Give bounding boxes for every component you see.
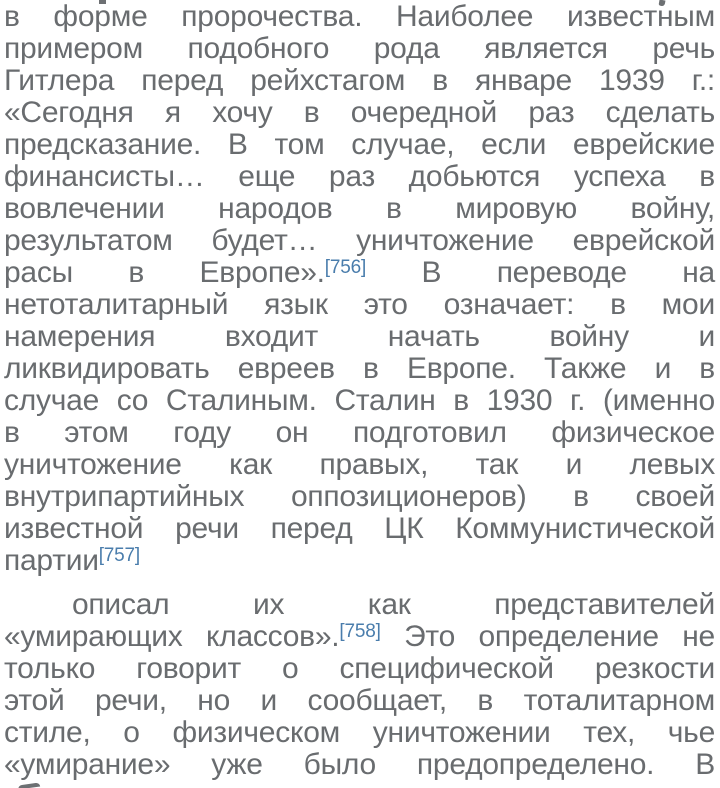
footnote-ref[interactable]: [757] (98, 545, 140, 566)
text-line: только говорит о специфической резкости (4, 652, 715, 685)
text-line: этой речи, но и сообщает, в тоталитарном (4, 684, 715, 717)
text-line: случае со Сталиным. Сталин в 1930 г. (именно (4, 384, 715, 417)
text-line: вовлечении народов в мировую войну, (4, 192, 715, 225)
text-line: предсказание. В том случае, если еврейские (4, 128, 715, 161)
text-line: в этом году он подготовил физическое (4, 416, 715, 449)
text-line: нетоталитарный язык это означает: в мои (4, 288, 715, 321)
text-line: известной речи перед ЦК Коммунистической (4, 512, 715, 545)
text-line: расы в Европе».[756] В переводе на (4, 256, 715, 289)
text-line: результатом будет… уничтожение еврейской (4, 224, 715, 257)
text-line: ликвидировать евреев в Европе. Также и в (4, 352, 715, 385)
paragraph (4, 1, 715, 577)
book-text (4, 0, 715, 781)
text-line: партии[757] (4, 544, 140, 577)
text-line: описал их как представителей (72, 588, 715, 621)
text-line: примером подобного рода является речь (4, 32, 715, 65)
paragraph (4, 589, 715, 781)
text-line: «умирание» уже было предопределено. В (4, 748, 715, 781)
text-line: Гитлера перед рейхстагом в январе 1939 г.: (4, 64, 715, 97)
text-line: финансисты… еще раз добьются успеха в (4, 160, 715, 193)
text-line: в форме пророчества. Наиболее известным (4, 0, 715, 33)
clipped-line-fragment-bottom (18, 782, 40, 788)
footnote-ref[interactable]: [756] (324, 257, 367, 278)
text-line: «умирающих классов».[758] Это определение не (4, 620, 715, 653)
text-line: намерения входит начать войну и (4, 320, 715, 353)
text-line: внутрипартийных оппозиционеров) в своей (4, 480, 715, 513)
footnote-ref[interactable]: [758] (339, 621, 381, 642)
text-line: уничтожение как правых, так и левых (4, 448, 715, 481)
text-line: стиле, о физическом уничтожении тех, чье (4, 716, 715, 749)
text-line: «Сегодня я хочу в очередной раз сделать (4, 96, 715, 129)
